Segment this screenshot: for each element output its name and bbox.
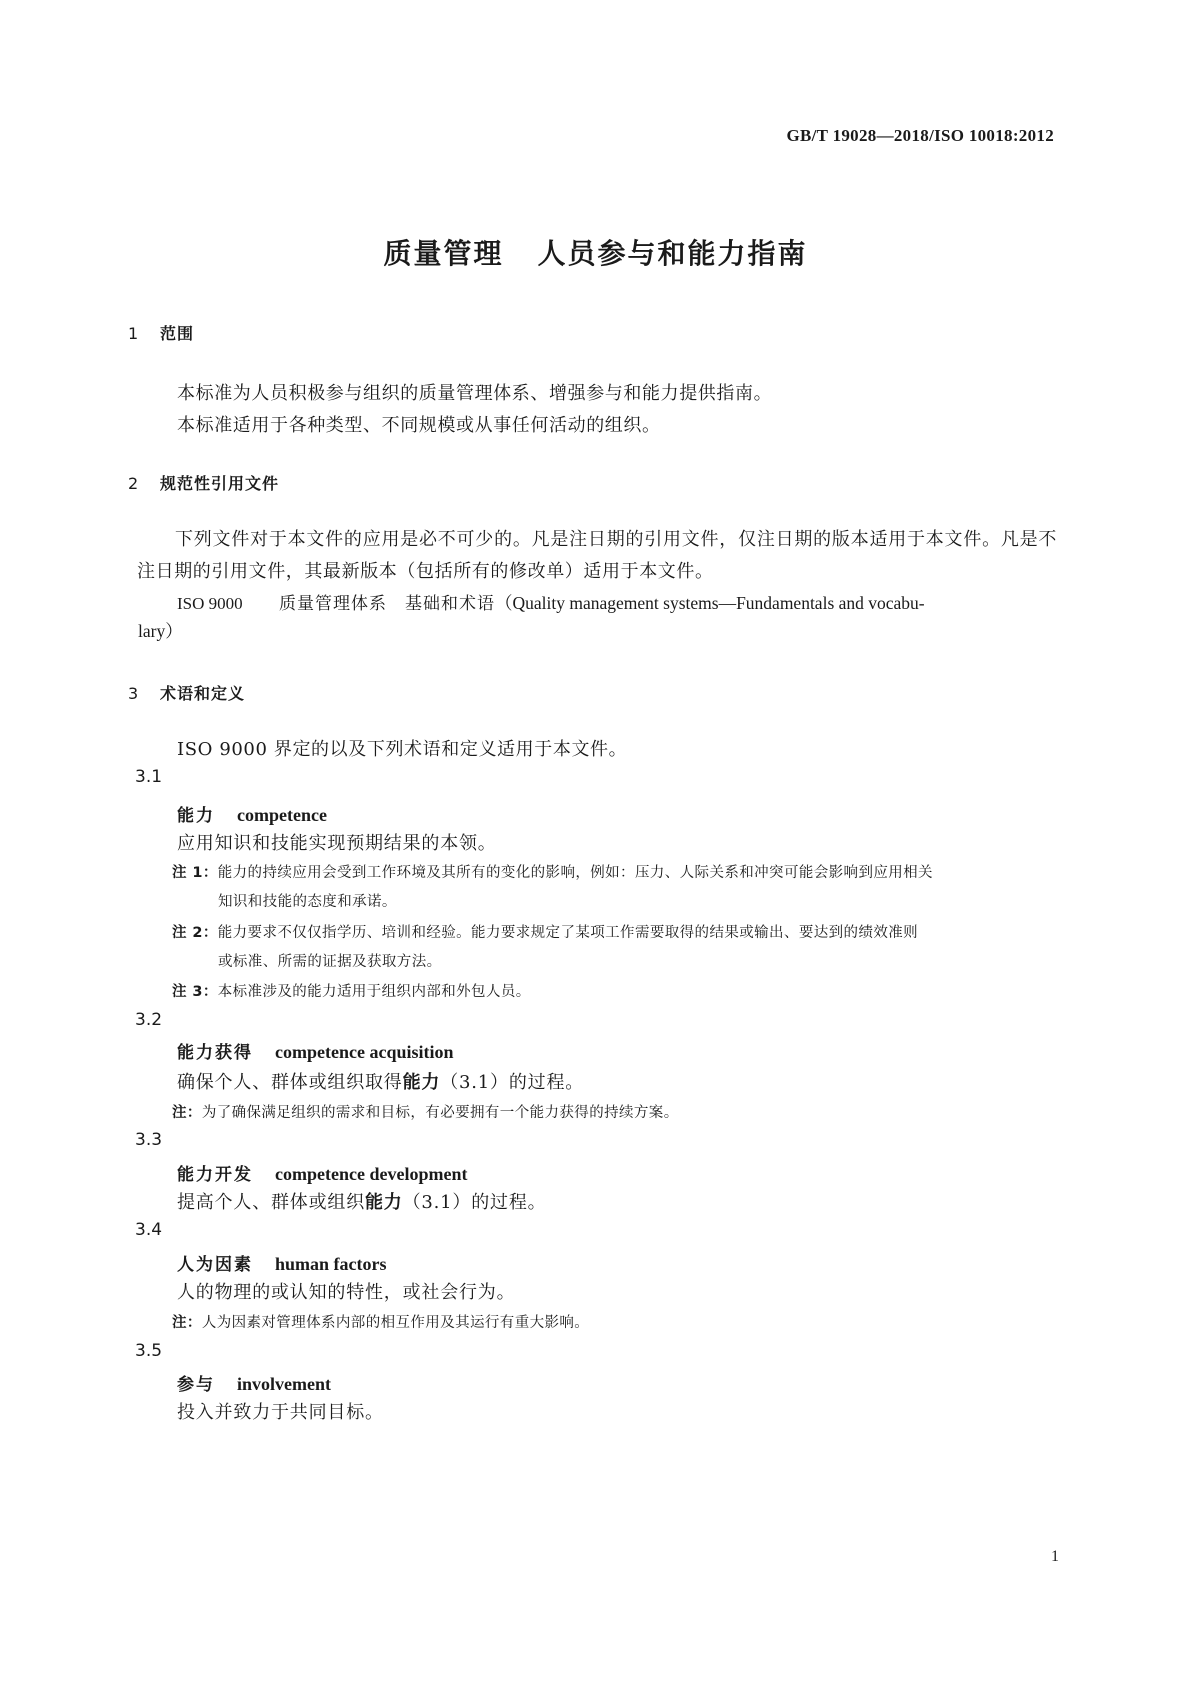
clause-number: 3.4 bbox=[135, 1220, 163, 1240]
term-definition: 人的物理的或认知的特性，或社会行为。 bbox=[177, 1282, 516, 1303]
note-label: 注： bbox=[172, 1105, 202, 1121]
definition-text: （3.1）的过程。 bbox=[402, 1192, 547, 1213]
term-en: competence bbox=[237, 805, 327, 825]
note-text: 为了确保满足组织的需求和目标，有必要拥有一个能力获得的持续方案。 bbox=[201, 1105, 679, 1121]
note-continued: 或标准、所需的证据及获取方法。 bbox=[218, 954, 442, 970]
reference-code: ISO 9000 bbox=[177, 594, 243, 613]
standard-code: GB/T 19028—2018/ISO 10018:2012 bbox=[786, 126, 1054, 145]
section-title: 规范性引用文件 bbox=[160, 474, 280, 493]
term-definition bbox=[177, 1068, 584, 1094]
term-entry bbox=[177, 1370, 331, 1395]
term-zh: 能力 bbox=[177, 806, 215, 826]
reference-title-en: （Quality management systems—Fundamentals and vocabu- bbox=[495, 593, 925, 613]
term-en: involvement bbox=[237, 1374, 331, 1394]
title-part-1: 质量管理 bbox=[383, 237, 504, 270]
paragraph: 本标准为人员积极参与组织的质量管理体系、增强参与和能力提供指南。 bbox=[177, 383, 773, 404]
document-title bbox=[0, 232, 1191, 272]
term-entry bbox=[177, 1160, 467, 1185]
note-text: 能力的持续应用会受到工作环境及其所有的变化的影响，例如：压力、人际关系和冲突可能会影响到应用相关 bbox=[217, 865, 933, 881]
page-number: 1 bbox=[1051, 1548, 1059, 1565]
term-en: competence development bbox=[275, 1164, 468, 1184]
note bbox=[172, 1311, 589, 1332]
title-part-2: 人员参与和能力指南 bbox=[537, 237, 808, 270]
definition-text: 确保个人、群体或组织取得 bbox=[177, 1072, 403, 1093]
term-en: human factors bbox=[275, 1254, 387, 1274]
definition-text: （3.1）的过程。 bbox=[440, 1072, 585, 1093]
note bbox=[172, 921, 918, 942]
term-zh: 能力获得 bbox=[177, 1043, 253, 1063]
section-title: 术语和定义 bbox=[160, 684, 246, 703]
clause-number: 3.2 bbox=[135, 1010, 163, 1030]
note-text: 本标准涉及的能力适用于组织内部和外包人员。 bbox=[217, 984, 531, 1000]
cross-reference-term: 能力 bbox=[402, 1072, 441, 1093]
term-definition: 应用知识和技能实现预期结果的本领。 bbox=[177, 833, 497, 854]
note-label: 注： bbox=[172, 1315, 202, 1331]
term-en: competence acquisition bbox=[275, 1042, 454, 1062]
section-title: 范围 bbox=[160, 324, 195, 343]
note-label: 注 1： bbox=[172, 865, 218, 881]
paragraph: 本标准适用于各种类型、不同规模或从事任何活动的组织。 bbox=[177, 415, 661, 436]
term-zh: 能力开发 bbox=[177, 1165, 253, 1185]
term-entry bbox=[177, 801, 327, 826]
note-continued: 知识和技能的态度和承诺。 bbox=[218, 894, 397, 910]
note bbox=[172, 1101, 679, 1122]
reference-title-en-continued: lary） bbox=[138, 621, 183, 641]
note bbox=[172, 980, 531, 1001]
paragraph: ISO 9000 界定的以及下列术语和定义适用于本文件。 bbox=[177, 739, 628, 760]
section-1-heading bbox=[128, 321, 194, 344]
clause-number: 3.3 bbox=[135, 1130, 163, 1150]
term-zh: 人为因素 bbox=[177, 1255, 253, 1275]
section-number: 3 bbox=[128, 684, 140, 703]
section-number: 1 bbox=[128, 324, 140, 343]
note-label: 注 3： bbox=[172, 984, 218, 1000]
note bbox=[172, 861, 933, 882]
reference-title-zh: 质量管理体系 基础和术语 bbox=[279, 594, 495, 614]
paragraph: 下列文件对于本文件的应用是必不可少的。凡是注日期的引用文件，仅注日期的版本适用于本文件。凡是不注日期的引用文件，其最新版本（包括所有的修改单）适用于本文件。 bbox=[137, 529, 1057, 582]
note-text: 人为因素对管理体系内部的相互作用及其运行有重大影响。 bbox=[201, 1315, 590, 1331]
term-entry bbox=[177, 1250, 387, 1275]
term-definition: 投入并致力于共同目标。 bbox=[177, 1402, 384, 1423]
clause-number: 3.1 bbox=[135, 767, 163, 787]
term-zh: 参与 bbox=[177, 1375, 215, 1395]
normative-reference bbox=[177, 589, 1095, 615]
note-text: 能力要求不仅仅指学历、培训和经验。能力要求规定了某项工作需要取得的结果或输出、要达到的绩效准则 bbox=[217, 925, 919, 941]
term-entry bbox=[177, 1038, 453, 1063]
note-label: 注 2： bbox=[172, 925, 218, 941]
cross-reference-term: 能力 bbox=[365, 1192, 403, 1213]
definition-text: 提高个人、群体或组织 bbox=[177, 1192, 365, 1213]
section-3-heading bbox=[128, 681, 245, 704]
term-definition bbox=[177, 1188, 546, 1214]
section-2-heading bbox=[128, 471, 279, 494]
section-number: 2 bbox=[128, 474, 140, 493]
clause-number: 3.5 bbox=[135, 1341, 163, 1361]
